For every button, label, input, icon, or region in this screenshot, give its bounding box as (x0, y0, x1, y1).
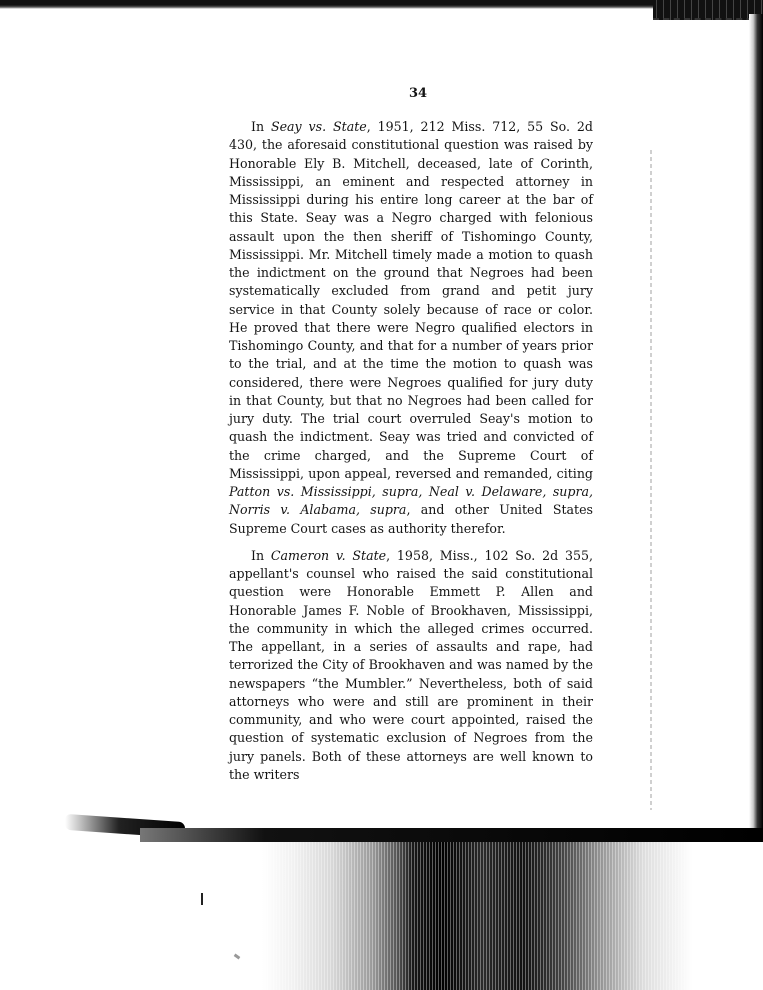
paragraph-seay (229, 118, 593, 538)
text-segment: In (251, 119, 271, 134)
text-segment: , 1958, Miss., 102 So. 2d 355, appellant's counsel who raised the said constitutional question were Honorable Emmett P. Allen and Honorable James F. Noble of Brookhaven, Mississippi, the community in which the alleged crimes occurred. The appellant, in a series of assaults and rape, had terrorized the City of Brookhaven and was named by the newspapers “the Mumbler.” Nevertheless, both of said attorneys who were and still are prominent in their community, and who were court appointed, raised the question of systematic exclusion of Negroes from the jury panels. Both of these attorneys are well known to the writers (229, 547, 594, 782)
text-segment: , and other United States Supreme Court cases as authority therefor. (229, 502, 593, 536)
scan-bottom-edge (140, 828, 763, 842)
scan-page-edge-line (650, 150, 652, 810)
page-number: 34 (408, 86, 428, 101)
case-name-cameron: Cameron v. State (270, 547, 387, 563)
scan-top-right-edge (653, 0, 763, 20)
scan-bottom-stripes (262, 842, 763, 990)
case-citations: Patton vs. Mississippi, supra, Neal v. Delaware, supra, Norris v. Alabama, supra (229, 484, 593, 518)
scan-top-edge (0, 0, 763, 9)
case-name-seay: Seay vs. State (270, 119, 367, 134)
scan-speck (234, 954, 241, 960)
paragraph-cameron (229, 547, 593, 784)
body-text (229, 118, 593, 784)
scan-tick-mark (201, 893, 203, 905)
text-segment: , 1951, 212 Miss. 712, 55 So. 2d 430, the aforesaid constitutional question was raised by Honorable Ely B. Mitchell, deceased, late of Corinth, Mississippi, an eminent and respected attorney in Mississippi during his entire long career at the bar of this State. Seay was a Negro charged with felonious assault upon the then sheriff of Tishomingo County, Mississippi. Mr. Mitchell timely made a motion to quash the indictment on the ground that Negroes had been systematically excluded from grand and petit jury service in that County solely because of race or color. He proved that there were Negro qualified electors in Tishomingo County, and that for a number of years prior to the trial, and at the time the motion to quash was considered, there were Negroes qualified for jury duty in that County, but that no Negroes had been called for jury duty. The trial court overruled Seay's motion to quash the indictment. Seay was tried and convicted of the crime charged, and the Supreme Court of Mississippi, upon appeal, reversed and remanded, citing (229, 119, 593, 481)
text-segment: In (251, 547, 271, 563)
